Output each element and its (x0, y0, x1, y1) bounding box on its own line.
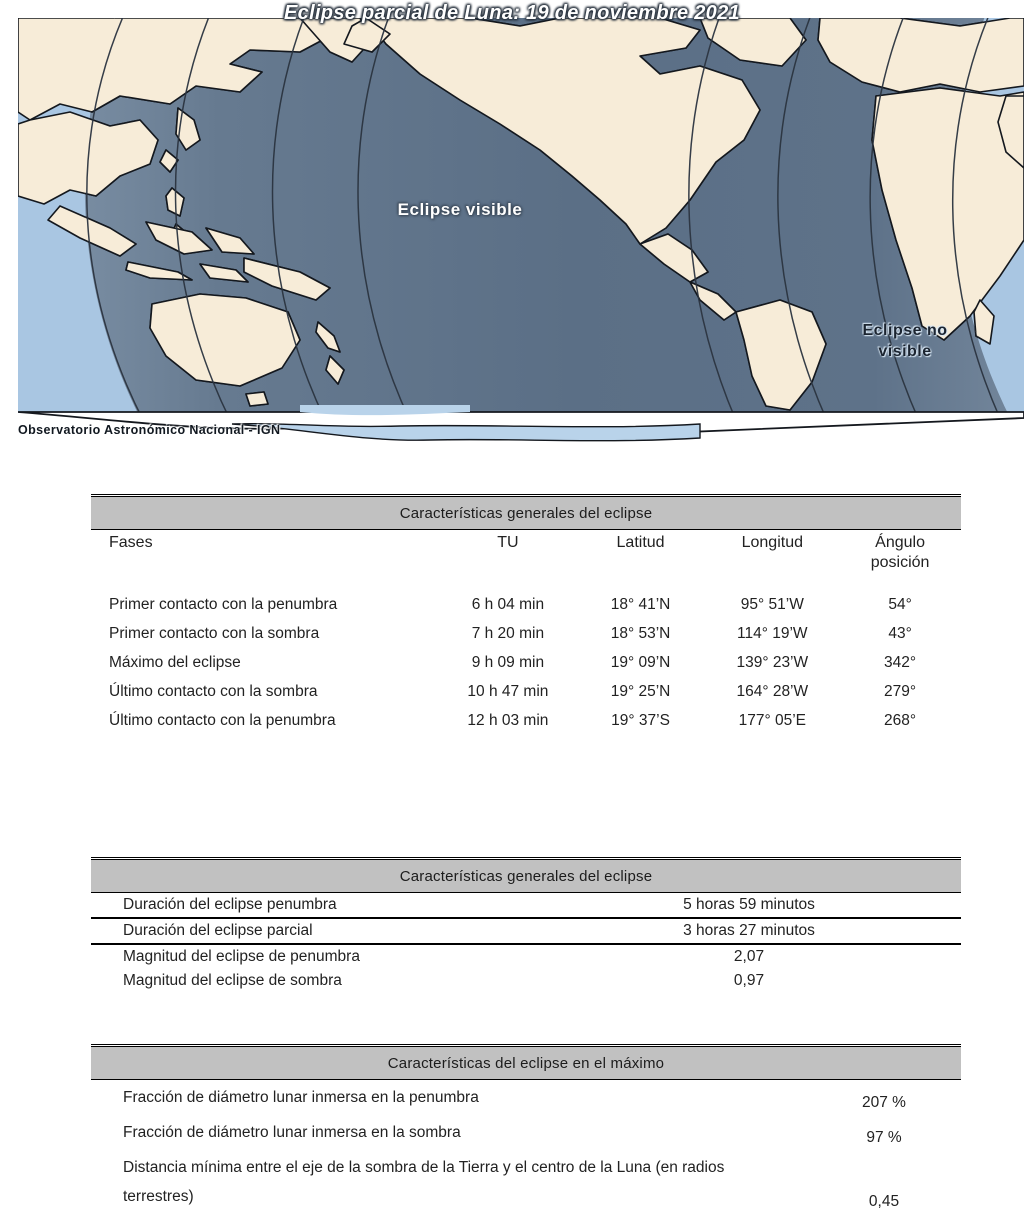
column-header-tu: TU (497, 534, 519, 551)
table-duration-magnitude (91, 857, 961, 993)
cell-label: Fracción de diámetro lunar inmersa en la penumbra (123, 1089, 479, 1106)
table-row (91, 619, 961, 648)
map-credit: Observatorio Astronómico Nacional - IGN (18, 423, 281, 437)
map-label-eclipse-not-visible: Eclipse no visible (862, 322, 948, 360)
cell-label: Distancia mínima entre el eje de la sombra de la Tierra y el centro de la Luna (en radios terrestres) (123, 1159, 725, 1205)
table-row (91, 969, 961, 993)
cell-phase: Máximo del eclipse (109, 653, 241, 671)
cell-lon: 114° 19’W (737, 625, 808, 642)
cell-tu: 9 h 09 min (471, 654, 545, 671)
map-title: Eclipse parcial de Luna: 19 de noviembre 2021 (284, 2, 740, 24)
cell-phase: Primer contacto con la penumbra (109, 595, 338, 613)
cell-phase: Último contacto con la penumbra (109, 711, 336, 729)
column-header-latitud: Latitud (616, 534, 665, 551)
table-row (91, 1080, 961, 1116)
table-max-caption: Características del eclipse en el máximo (91, 1046, 961, 1080)
table-row (91, 1115, 961, 1150)
cell-value: 207 % (862, 1094, 906, 1111)
cell-lat: 19° 25’N (610, 683, 671, 700)
table-general-header-row (91, 530, 961, 577)
table-maximum-characteristics (91, 1044, 961, 1214)
cell-value: 0,45 (868, 1193, 900, 1210)
table-duration-caption: Características generales del eclipse (91, 859, 961, 893)
cell-lon: 95° 51’W (740, 596, 804, 613)
column-header-angulo-line2: posición (870, 554, 930, 571)
cell-lon: 164° 28’W (736, 683, 809, 700)
table-general-characteristics (91, 494, 961, 735)
cell-label: Magnitud del eclipse de penumbra (123, 948, 360, 965)
table-row (91, 1150, 961, 1214)
cell-value: 97 % (866, 1129, 902, 1146)
cell-lat: 18° 41’N (610, 596, 671, 613)
table-row (91, 677, 961, 706)
cell-lon: 139° 23’W (736, 654, 809, 671)
column-header-angulo-posicion (839, 530, 961, 577)
table-general-caption: Características generales del eclipse (91, 496, 961, 530)
cell-angle: 342° (884, 654, 917, 671)
spacer (91, 576, 961, 590)
cell-value: 5 horas 59 minutos (537, 893, 961, 919)
table-row (91, 648, 961, 677)
cell-label: Duración del eclipse penumbra (91, 893, 537, 919)
cell-phase: Último contacto con la sombra (109, 682, 318, 700)
cell-value: 0,97 (733, 972, 765, 989)
cell-label: Fracción de diámetro lunar inmersa en la sombra (123, 1124, 461, 1141)
cell-lat: 18° 53’N (610, 625, 671, 642)
cell-angle: 268° (884, 712, 917, 729)
cell-value: 2,07 (733, 948, 765, 965)
cell-label: Magnitud del eclipse de sombra (123, 972, 342, 989)
cell-phase: Primer contacto con la sombra (109, 624, 320, 642)
column-header-fases: Fases (109, 534, 153, 551)
cell-lat: 19° 09’N (610, 654, 671, 671)
cell-angle: 43° (888, 625, 912, 642)
cell-lat: 19° 37’S (611, 712, 670, 729)
cell-angle: 54° (888, 596, 912, 613)
cell-label: Duración del eclipse parcial (91, 918, 537, 944)
eclipse-visibility-map (0, 0, 1024, 462)
cell-angle: 279° (884, 683, 917, 700)
cell-tu: 6 h 04 min (471, 596, 545, 613)
world-map-graphic (0, 0, 1024, 462)
table-row (91, 590, 961, 619)
table-row (91, 944, 961, 969)
column-header-angulo-line1: Ángulo (875, 534, 925, 551)
cell-tu: 12 h 03 min (467, 712, 549, 729)
cell-tu: 7 h 20 min (471, 625, 545, 642)
map-label-eclipse-visible: Eclipse visible (397, 200, 523, 219)
column-header-longitud: Longitud (741, 534, 803, 551)
table-row (91, 893, 961, 919)
cell-value: 3 horas 27 minutos (537, 918, 961, 944)
table-row (91, 706, 961, 735)
cell-lon: 177° 05’E (738, 712, 806, 729)
table-row (91, 918, 961, 944)
cell-tu: 10 h 47 min (467, 683, 549, 700)
